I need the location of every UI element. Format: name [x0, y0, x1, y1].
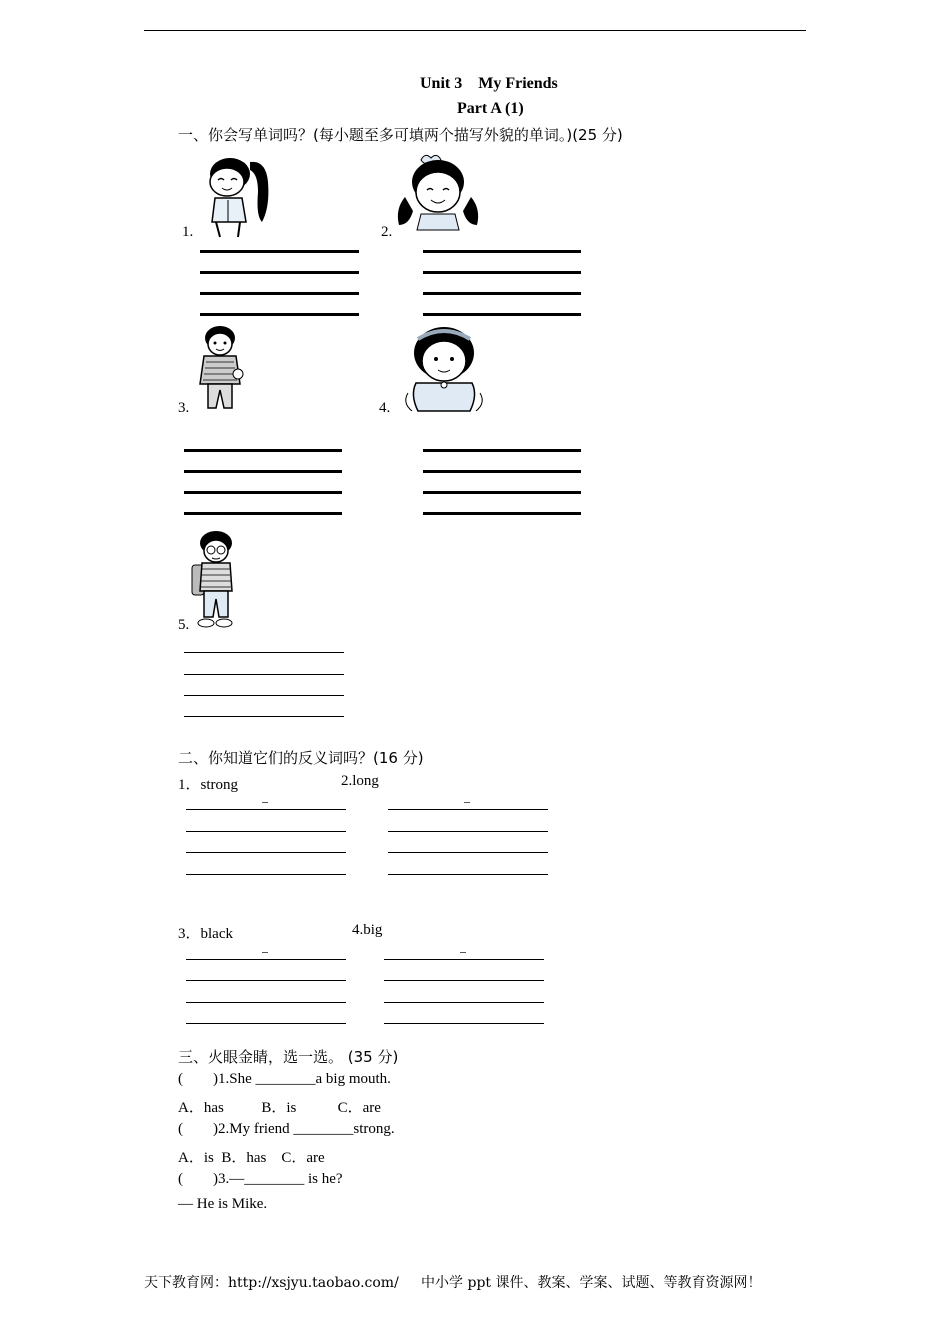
answer-line[interactable]: [184, 695, 344, 696]
question2: ( )2.My friend ________strong.: [178, 1121, 395, 1137]
girl-headband-icon: [398, 323, 496, 415]
answer-line[interactable]: [200, 292, 359, 295]
boy-striped-sweater-icon: [196, 324, 246, 414]
answer-line[interactable]: [200, 250, 359, 253]
answer-line[interactable]: [423, 470, 581, 473]
word-long: 2.long: [341, 773, 379, 789]
answer-line[interactable]: [186, 852, 346, 853]
answer-line[interactable]: [186, 831, 346, 832]
girl-ponytail-icon: [200, 152, 275, 238]
answer-line[interactable]: [388, 874, 548, 875]
answer-line[interactable]: [184, 470, 342, 473]
answer-line[interactable]: [186, 1023, 346, 1024]
unit-title: Unit 3 My Friends: [420, 75, 558, 92]
answer-line[interactable]: [423, 512, 581, 515]
answer-line[interactable]: [423, 491, 581, 494]
word-big: 4.big: [352, 922, 383, 938]
item5-number: 5.: [178, 617, 190, 633]
answer-line[interactable]: [186, 980, 346, 981]
section1-heading: 一、你会写单词吗？(每小题至多可填两个描写外貌的单词。)(25 分): [178, 126, 623, 144]
section2-heading: 二、你知道它们的反义词吗？(16 分): [178, 749, 424, 767]
answer-line[interactable]: [184, 716, 344, 717]
answer-line[interactable]: [388, 809, 548, 810]
item3-number: 3.: [178, 400, 190, 416]
answer-line[interactable]: [200, 271, 359, 274]
header-rule: [144, 30, 806, 31]
answer-line[interactable]: [388, 831, 548, 832]
word-strong: 1．strong: [178, 777, 239, 793]
line-mark: [262, 952, 268, 953]
answer-line[interactable]: [423, 292, 581, 295]
item2-number: 2.: [381, 224, 393, 240]
part-title: Part A (1): [457, 100, 524, 117]
answer-line[interactable]: [186, 959, 346, 960]
question2-options: A．is B．has C．are: [178, 1150, 325, 1166]
answer-line[interactable]: [184, 652, 344, 653]
answer-line[interactable]: [184, 512, 342, 515]
answer-line[interactable]: [388, 852, 548, 853]
answer-line[interactable]: [423, 313, 581, 316]
line-mark: [460, 952, 466, 953]
item4-number: 4.: [379, 400, 391, 416]
question3-answer: — He is Mike.: [178, 1196, 268, 1212]
answer-line[interactable]: [384, 1023, 544, 1024]
boy-glasses-backpack-icon: [190, 529, 240, 631]
answer-line[interactable]: [423, 271, 581, 274]
answer-line[interactable]: [184, 491, 342, 494]
word-black: 3．black: [178, 926, 233, 942]
answer-line[interactable]: [184, 449, 342, 452]
answer-line[interactable]: [186, 809, 346, 810]
question3: ( )3.—________ is he?: [178, 1171, 343, 1187]
answer-line[interactable]: [423, 449, 581, 452]
answer-line[interactable]: [186, 874, 346, 875]
line-mark: [464, 802, 470, 803]
question1-options: A．has B．is C．are: [178, 1100, 381, 1116]
answer-line[interactable]: [384, 959, 544, 960]
section3-heading: 三、火眼金睛，选一选。 (35 分): [178, 1048, 399, 1066]
question1: ( )1.She ________a big mouth.: [178, 1071, 391, 1087]
item1-number: 1.: [182, 224, 194, 240]
girl-bow-pigtails-icon: [393, 152, 483, 232]
answer-line[interactable]: [423, 250, 581, 253]
answer-line[interactable]: [384, 1002, 544, 1003]
footer-text: 天下教育网：http://xsjyu.taobao.com/ 中小学 ppt 课件、教案、学案、试题、等教育资源网！: [144, 1275, 762, 1291]
line-mark: [262, 802, 268, 803]
answer-line[interactable]: [200, 313, 359, 316]
answer-line[interactable]: [186, 1002, 346, 1003]
answer-line[interactable]: [184, 674, 344, 675]
answer-line[interactable]: [384, 980, 544, 981]
